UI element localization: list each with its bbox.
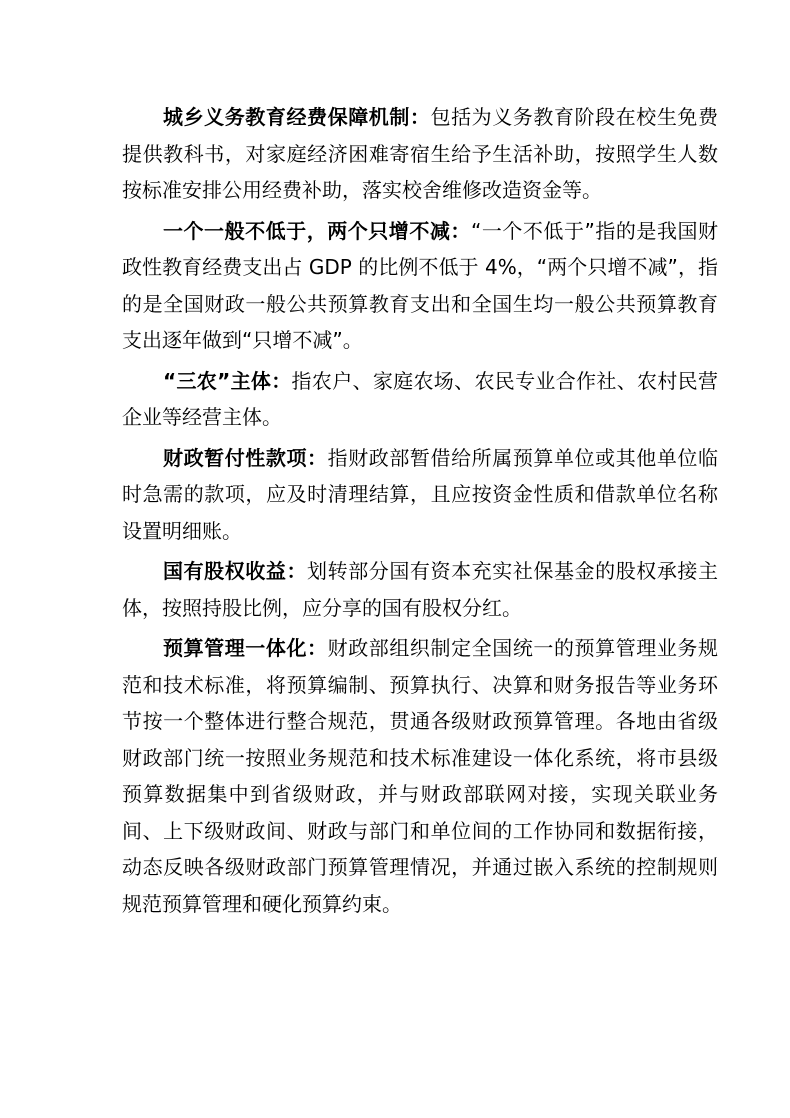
glossary-definition: 指财政部暂借给所属预算单位或其他单位临时急需的款项，应及时清理结算，且应按资金性质和借款单位名称设置明细账。 bbox=[122, 445, 719, 543]
glossary-entry-temporary-advances bbox=[122, 440, 718, 550]
glossary-definition: 划转部分国有资本充实社保基金的股权承接主体，按照持股比例，应分享的国有股权分红。 bbox=[122, 559, 719, 620]
glossary-entry-state-equity-income bbox=[122, 553, 718, 626]
document-body bbox=[122, 99, 718, 926]
glossary-definition: 包括为义务教育阶段在校生免费提供教科书，对家庭经济困难寄宿生给予生活补助，按照学生人数按标准安排公用经费补助，落实校舍维修改造资金等。 bbox=[122, 105, 718, 202]
glossary-entry-education-spending-rules bbox=[122, 213, 718, 359]
glossary-definition: 财政部组织制定全国统一的预算管理业务规范和技术标准，将预算编制、预算执行、决算和财务报告等业务环节按一个整体进行整合规范，贯通各级财政预算管理。各地由省级财政部门统一按照业务规范和技术标准建设一体化系统，将市县级预算数据集中到省级财政，并与财政部联网对接，实现关联业务间、上下级财政间、财政与部门和单位间的工作协同和数据衔接，动态反映各级财政部门预算管理情况，并通过嵌入系统的控制规则规范预算管理和硬化预算约束。 bbox=[122, 636, 719, 916]
glossary-entry-sannong-entities bbox=[122, 363, 718, 436]
glossary-term: “三农”主体： bbox=[163, 368, 292, 393]
glossary-definition: 指农户、家庭农场、农民专业合作社、农村民营企业等经营主体。 bbox=[122, 368, 718, 429]
glossary-entry-budget-integration bbox=[122, 630, 718, 922]
glossary-entry-compulsory-education-funding bbox=[122, 99, 718, 209]
glossary-term: 财政暂付性款项： bbox=[163, 445, 328, 470]
glossary-term: 城乡义务教育经费保障机制： bbox=[163, 105, 431, 129]
glossary-term: 一个一般不低于，两个只增不减： bbox=[163, 218, 471, 243]
glossary-term: 预算管理一体化： bbox=[163, 636, 328, 660]
glossary-definition: “一个不低于”指的是我国财政性教育经费支出占 GDP 的比例不低于 4%，“两个只增不减”，指的是全国财政一般公共预算教育支出和全国生均一般公共预算教育支出逐年做到“只增不减”。 bbox=[122, 218, 719, 352]
glossary-term: 国有股权收益： bbox=[163, 559, 308, 583]
